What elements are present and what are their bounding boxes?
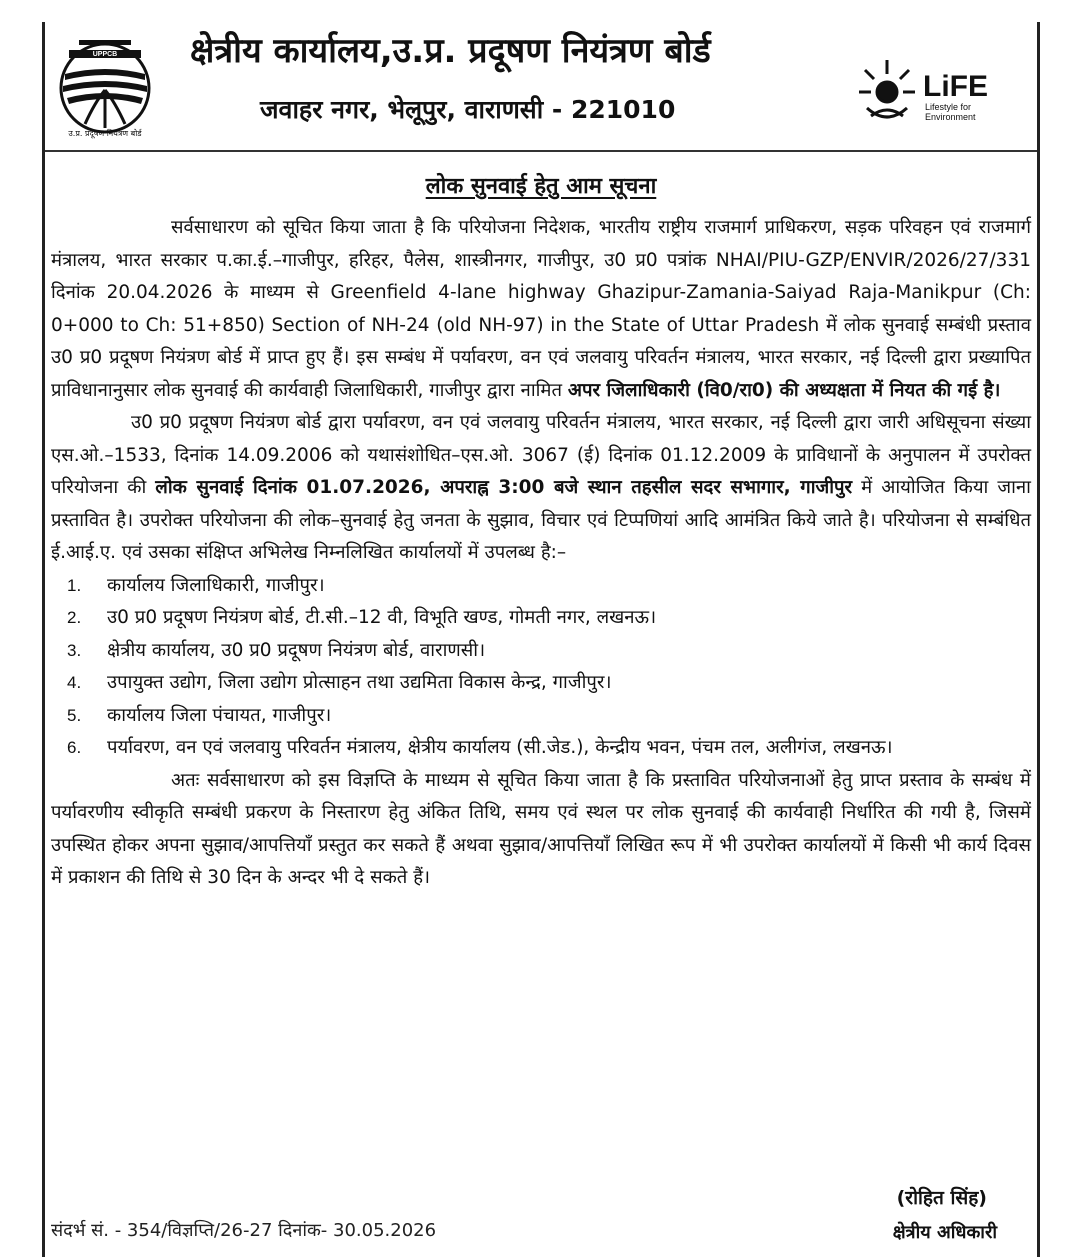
hearing-details: लोक सुनवाई दिनांक 01.07.2026, अपराह्न 3:00 बजे स्थान तहसील सदर सभागार, गाजीपुर xyxy=(155,477,853,498)
logo-right-sub2: Environment xyxy=(925,112,976,122)
list-item xyxy=(51,635,1031,668)
logo-right-sub1: Lifestyle for xyxy=(925,102,972,112)
uppcb-logo-icon xyxy=(55,34,155,140)
paragraph-3: अतः सर्वसाधारण को इस विज्ञप्ति के माध्यम से सूचित किया जाता है कि प्रस्तावित परियोजनाओं हेतु प्राप्त प्रस्ताव के सम्बंध में पर्यावरणीय स्वीकृति सम्बंधी प्रकरण के निस्तारण हेतु अंकित तिथि, समय एवं स्थल पर लोक सुनवाई की कार्यवाही निर्धारित की गयी है, जिसमें उपस्थित होकर अपना सुझाव/आपत्तियॉं प्रस्तुत कर सकते हैं अथवा सुझाव/आपत्तियॉं लिखित रूप में भी उपरोक्त कार्यालयों में किसी भी कार्य दिवस में प्रकाशन की तिथि से 30 दिन के अन्दर भी दे सकते हैं। xyxy=(51,769,1031,888)
paragraph-2-text: उ0 प्र0 प्रदूषण नियंत्रण बोर्ड द्वारा पर्यावरण, वन एवं जलवायु परिवर्तन मंत्रालय, भारत सरकार, नई दिल्ली द्वारा जारी अधिसूचना संख्या एस.ओ.–1533, दिनांक 14.09.2006 को यथासंशोधित–एस.ओ. 3067 (ई) दिनांक 01.12.2009 के प्राविधानों के अनुपालन में उपरोक्त परियोजना की xyxy=(51,412,1031,498)
office-address: जवाहर नगर, भेलूपुर, वाराणसी - 221010 xyxy=(260,95,676,124)
letterhead xyxy=(45,22,1037,152)
list-text: कार्यालय जिला पंचायत, गाजीपुर। xyxy=(107,704,332,726)
list-text: कार्यालय जिलाधिकारी, गाजीपुर। xyxy=(107,574,325,596)
notice-body xyxy=(51,212,1031,895)
list-item xyxy=(51,732,1031,765)
list-text: क्षेत्रीय कार्यालय, उ0 प्र0 प्रदूषण नियंत्रण बोर्ड, वाराणसी। xyxy=(107,639,486,661)
paragraph-1 xyxy=(51,212,1031,407)
logo-left-text: UPPCB xyxy=(92,51,118,58)
signatory-name: (रोहित सिंह) xyxy=(896,1187,987,1209)
office-title: क्षेत्रीय कार्यालय,उ.प्र. प्रदूषण नियंत्रण बोर्ड xyxy=(190,31,711,71)
list-number: 4. xyxy=(67,673,82,692)
paragraph-1-text: सर्वसाधारण को सूचित किया जाता है कि परियोजना निदेशक, भारतीय राष्ट्रीय राजमार्ग प्राधिकरण, सड़क परिवहन एवं राजमार्ग मंत्रालय, भारत सरकार प.का.ई.–गाजीपुर, हरिहर, पैलेस, शास्त्रीनगर, गाजीपुर, उ0 प्र0 पत्रांक NHAI/PIU-GZP/ENVIR/2026/27/331 दिनांक 20.04.2026 के माध्यम से Greenfield 4-lane highway Ghazipur-Zamania-Saiyad Raja-Manikpur (Ch: 0+000 to Ch: 51+850) Section of NH-24 (old NH-97) in the State of Uttar Pradesh में लोक सुनवाई सम्बंधी प्रस्ताव उ0 प्र0 प्रदूषण नियंत्रण बोर्ड में प्राप्त हुए हैं। इस सम्बंध में पर्यावरण, वन एवं जलवायु परिवर्तन मंत्रालय, भारत सरकार, नई दिल्ली द्वारा प्रख्यापित प्राविधानानुसार लोक सुनवाई की कार्यवाही जिलाधिकारी, गाजीपुर द्वारा नामित xyxy=(51,217,1031,401)
notice-heading xyxy=(45,170,1037,200)
list-item xyxy=(51,667,1031,700)
logo-left-caption: उ.प्र. प्रदूषण नियंत्रण बोर्ड xyxy=(68,129,142,138)
list-number: 3. xyxy=(67,640,82,660)
list-text: उपायुक्त उद्योग, जिला उद्योग प्रोत्साहन तथा उद्यमिता विकास केन्द्र, गाजीपुर। xyxy=(107,672,612,693)
list-number: 1. xyxy=(67,575,82,595)
list-item xyxy=(51,602,1031,635)
list-item xyxy=(51,570,1031,603)
logo-right-text: LiFE xyxy=(923,70,988,103)
reference-number: संदर्भ सं. - 354/विज्ञप्ति/26-27 दिनांक- 30.05.2026 xyxy=(51,1220,437,1241)
paragraph-1-bold: अपर जिलाधिकारी (वि0/रा0) की अध्यक्षता में नियत की गई है। xyxy=(567,379,1001,401)
paragraph-2 xyxy=(51,407,1031,570)
life-logo-icon xyxy=(857,56,1027,126)
list-number: 5. xyxy=(67,705,82,725)
list-number: 6. xyxy=(67,738,82,757)
notice-page xyxy=(42,22,1040,1257)
signatory-title: क्षेत्रीय अधिकारी xyxy=(892,1222,997,1243)
list-text: उ0 प्र0 प्रदूषण नियंत्रण बोर्ड, टी.सी.–12 वी, विभूति खण्ड, गोमती नगर, लखनऊ। xyxy=(107,607,657,628)
list-text: पर्यावरण, वन एवं जलवायु परिवर्तन मंत्रालय, क्षेत्रीय कार्यालय (सी.जेड.), केन्द्रीय भवन, पंचम तल, अलीगंज, लखनऊ। xyxy=(107,737,893,758)
list-item xyxy=(51,700,1031,733)
paragraph-2-rest: में आयोजित किया जाना प्रस्तावित है। उपरोक्त परियोजना की लोक–सुनवाई हेतु जनता के सुझाव, विचार एवं टिप्पणियां आदि आमंत्रित किये जाते है। परियोजना से सम्बंधित ई.आई.ए. एवं उसका संक्षिप्त अभिलेख निम्नलिखित कार्यालयों में उपलब्ध है:– xyxy=(51,477,1031,563)
office-list xyxy=(51,570,1031,765)
list-number: 2. xyxy=(67,608,82,627)
notice-heading-text: लोक सुनवाई हेतु आम सूचना xyxy=(425,174,657,199)
